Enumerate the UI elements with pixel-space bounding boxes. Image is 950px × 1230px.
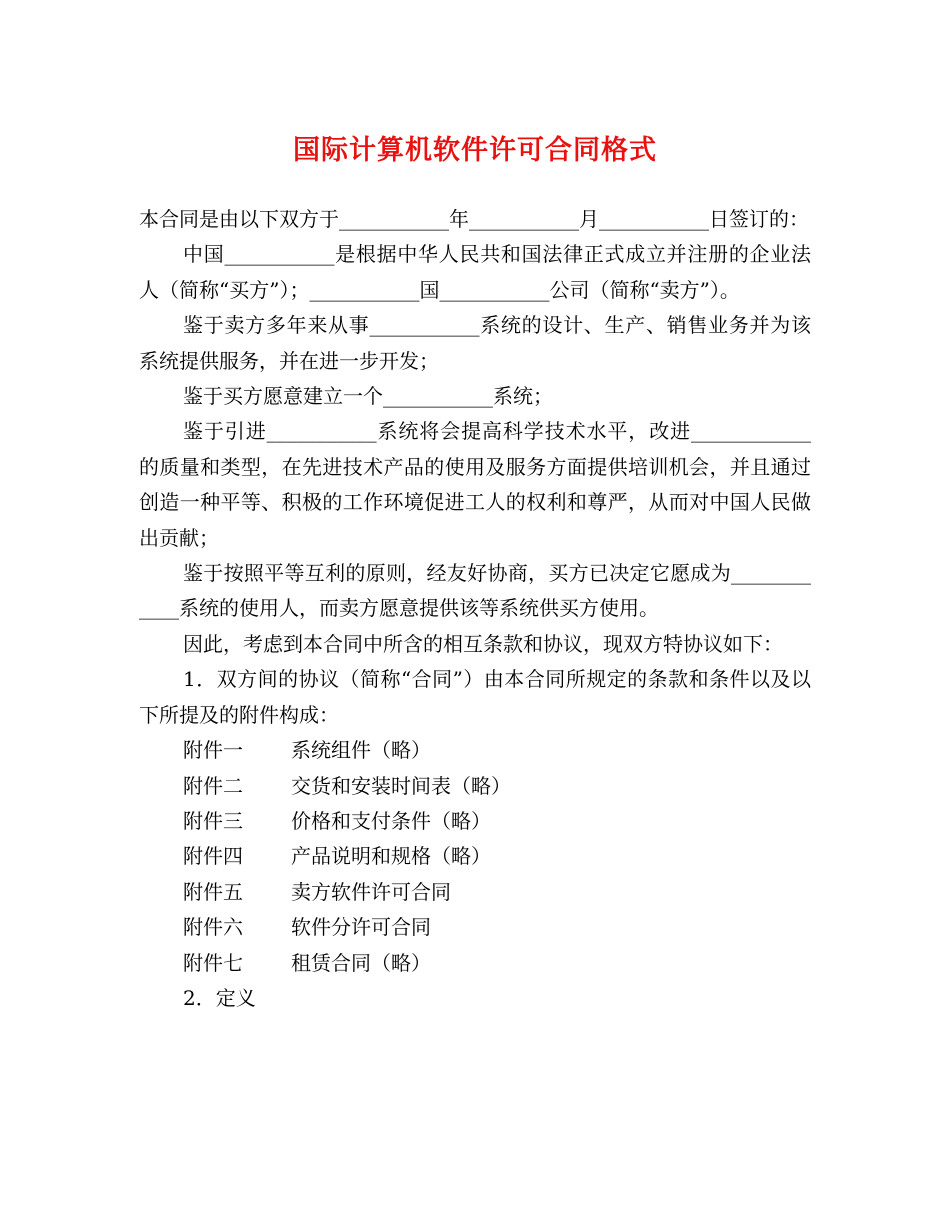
annex-name: 卖方软件许可合同 bbox=[291, 879, 451, 904]
paragraph-whereas-principle: 鉴于按照平等互利的原则，经友好协商，买方已决定它愿成为____________系统的使用人，而卖方愿意提供该等系统供买方使用。 bbox=[139, 561, 811, 621]
annex-number: 附件一 bbox=[183, 738, 243, 763]
annex-name: 软件分许可合同 bbox=[291, 915, 431, 940]
annex-number: 附件二 bbox=[183, 773, 243, 798]
paragraph-whereas-buyer: 鉴于买方愿意建立一个___________系统； bbox=[183, 384, 553, 409]
annex-item bbox=[139, 946, 811, 981]
annex-item bbox=[139, 733, 811, 768]
paragraph-intro: 本合同是由以下双方于___________年___________月___________日签订的： bbox=[139, 207, 809, 231]
annex-name: 系统组件（略） bbox=[291, 738, 431, 763]
paragraph-parties: 中国___________是根据中华人民共和国法律正式成立并注册的企业法人（简称“买方”）；___________国___________公司（简称“卖方”）。 bbox=[139, 242, 811, 302]
annex-number: 附件三 bbox=[183, 808, 243, 833]
annex-item bbox=[139, 804, 811, 839]
paragraph-clause-1: 1．双方间的协议（简称“合同”）由本合同所规定的条款和条件以及以下所提及的附件构成： bbox=[139, 667, 811, 727]
annex-number: 附件五 bbox=[183, 879, 243, 904]
annex-item bbox=[139, 875, 811, 910]
annex-item bbox=[139, 769, 811, 804]
annex-name: 交货和安装时间表（略） bbox=[291, 773, 511, 798]
section-2-heading: 2．定义 bbox=[183, 985, 256, 1010]
annex-item bbox=[139, 910, 811, 945]
paragraph-therefore: 因此，考虑到本合同中所含的相互条款和协议，现双方特协议如下： bbox=[183, 631, 783, 656]
paragraph-whereas-seller: 鉴于卖方多年来从事___________系统的设计、生产、销售业务并为该系统提供服务，并在进一步开发； bbox=[139, 313, 811, 373]
document-body bbox=[139, 202, 811, 1016]
document-title: 国际计算机软件许可合同格式 bbox=[293, 135, 657, 166]
annex-name: 产品说明和规格（略） bbox=[291, 844, 491, 869]
annex-number: 附件四 bbox=[183, 844, 243, 869]
annex-item bbox=[139, 839, 811, 874]
annex-name: 租赁合同（略） bbox=[291, 950, 431, 975]
annex-number: 附件六 bbox=[183, 915, 243, 940]
paragraph-whereas-introduction: 鉴于引进___________系统将会提高科学技术水平，改进____________的质量和类型，在先进技术产品的使用及服务方面提供培训机会，并且通过创造一种平等、积极的工作环境促进工人的权利和尊严，从而对中国人民做出贡献； bbox=[139, 419, 811, 550]
annex-name: 价格和支付条件（略） bbox=[291, 808, 491, 833]
annex-number: 附件七 bbox=[183, 950, 243, 975]
